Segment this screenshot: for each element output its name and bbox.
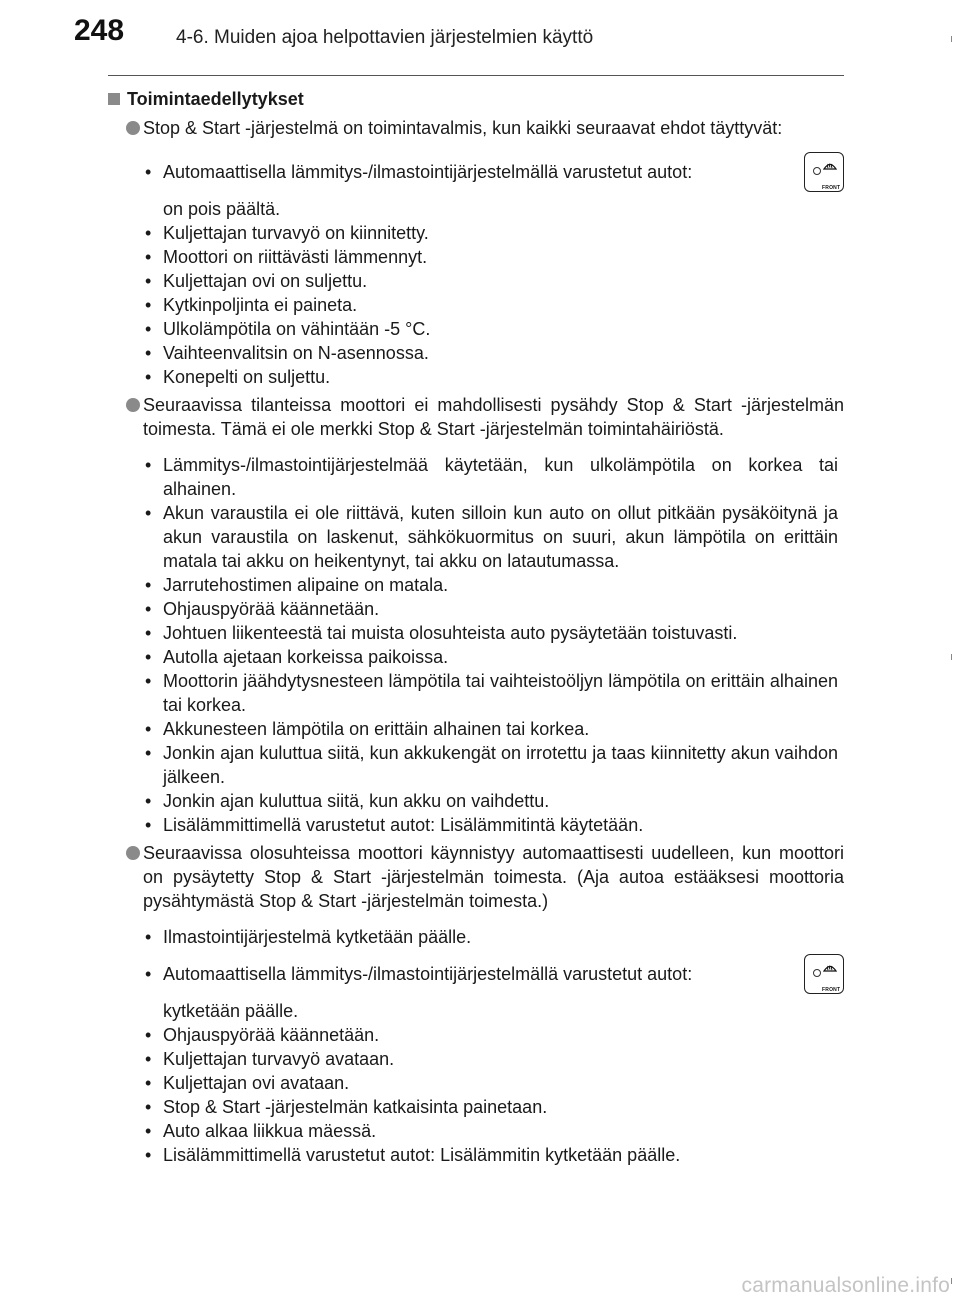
front-defroster-button-icon: [804, 152, 844, 192]
bullet-dot: •: [145, 964, 152, 984]
no-stop-list: [108, 453, 844, 837]
button-label: FRONT: [822, 185, 841, 191]
list-item-continuation: kytketään päälle.: [163, 1001, 299, 1021]
paragraph-restart: [108, 841, 844, 913]
crop-mark: [951, 1278, 952, 1284]
list-item: • Auto alkaa liikkua mäessä.: [145, 1121, 377, 1141]
front-defroster-button-icon: [804, 954, 844, 994]
button-label: FRONT: [822, 987, 841, 993]
chapter-title: 4-6. Muiden ajoa helpottavien järjestelmien käyttö: [176, 27, 594, 48]
paragraph-conditions: [108, 116, 844, 140]
conditions-list: [108, 147, 844, 389]
list-item: • Lämmitys-/ilmastointijärjestelmää käytetään, kun ulkolämpötila on korkea tai alhainen.: [145, 455, 838, 499]
list-item: • Moottori on riittävästi lämmennyt.: [145, 247, 428, 267]
circle-bullet-icon: [126, 121, 140, 135]
list-item-text: Automaattisella lämmitys-/ilmastointijärjestelmällä varustetut autot:: [163, 162, 693, 182]
list-item: • Lisälämmittimellä varustetut autot: Lisälämmitintä käytetään.: [145, 815, 644, 835]
watermark: carmanualsonline.info: [741, 1274, 950, 1297]
list-item: • Autolla ajetaan korkeissa paikoissa.: [145, 647, 449, 667]
page-content: [108, 86, 844, 1167]
list-item: • Ulkolämpötila on vähintään -5 °C.: [145, 319, 431, 339]
list-item: • Vaihteenvalitsin on N-asennossa.: [145, 343, 429, 363]
list-item: • Akun varaustila ei ole riittävä, kuten silloin kun auto on ollut pitkään pysäköitynä ja akun varaustila on laskenut, sähkökuormitus on suuri, akun lämpötila on erittäin matala tai akku on heikentynyt, tai akku on latautumassa.: [145, 503, 838, 571]
square-bullet-icon: [108, 93, 120, 105]
paragraph-text: Stop & Start -järjestelmä on toimintavalmis, kun kaikki seuraavat ehdot täyttyvät:: [143, 118, 783, 138]
list-item: • Ilmastointijärjestelmä kytketään päälle.: [145, 927, 472, 947]
list-item-text: Automaattisella lämmitys-/ilmastointijärjestelmällä varustetut autot:: [163, 964, 693, 984]
circle-bullet-icon: [126, 398, 140, 412]
restart-list: [108, 925, 844, 1167]
list-item: • Kytkinpoljinta ei paineta.: [145, 295, 358, 315]
list-item: • Moottorin jäähdytysnesteen lämpötila tai vaihteistoöljyn lämpötila on erittäin alhainen tai korkea.: [145, 671, 838, 715]
bullet-dot: •: [145, 162, 152, 182]
page-number: 248: [74, 14, 125, 47]
circle-bullet-icon: [126, 846, 140, 860]
section-heading-text: Toimintaedellytykset: [127, 89, 304, 109]
paragraph-text: Seuraavissa olosuhteissa moottori käynnistyy automaattisesti uudelleen, kun moottori on pysäytetty Stop & Start -järjestelmän toimesta. (Aja autoa estääksesi moottoria pysähtymästä Stop & Start -järjestelmän toimesta.): [143, 843, 844, 911]
crop-mark: [951, 654, 952, 660]
paragraph-no-stop: [108, 393, 844, 441]
list-item: • Kuljettajan ovi avataan.: [145, 1073, 350, 1093]
header-divider: [108, 75, 844, 76]
list-item: • Konepelti on suljettu.: [145, 367, 331, 387]
list-item-with-icon: [143, 147, 844, 197]
list-item: • Ohjauspyörää käännetään.: [145, 1025, 380, 1045]
crop-mark: [951, 36, 952, 42]
list-item-continuation: on pois päältä.: [163, 199, 281, 219]
list-item: • Stop & Start -järjestelmän katkaisinta painetaan.: [145, 1097, 548, 1117]
paragraph-text: Seuraavissa tilanteissa moottori ei mahdollisesti pysähdy Stop & Start -järjestelmän toimesta. Tämä ei ole merkki Stop & Start -järjestelmän toimintahäiriöstä.: [143, 395, 844, 439]
section-heading: [108, 86, 844, 112]
list-item: • Jarrutehostimen alipaine on matala.: [145, 575, 449, 595]
list-item: • Ohjauspyörää käännetään.: [145, 599, 380, 619]
list-item-with-icon: [143, 949, 844, 999]
list-item: • Jonkin ajan kuluttua siitä, kun akkukengät on irrotettu ja taas kiinnitetty akun vaihdon jälkeen.: [145, 743, 838, 787]
list-item: • Kuljettajan turvavyö avataan.: [145, 1049, 395, 1069]
list-item: • Jonkin ajan kuluttua siitä, kun akku on vaihdettu.: [145, 791, 550, 811]
list-item: • Lisälämmittimellä varustetut autot: Lisälämmitin kytketään päälle.: [145, 1145, 681, 1165]
list-item: • Johtuen liikenteestä tai muista olosuhteista auto pysäytetään toistuvasti.: [145, 623, 738, 643]
list-item: • Kuljettajan turvavyö on kiinnitetty.: [145, 223, 429, 243]
list-item: • Kuljettajan ovi on suljettu.: [145, 271, 368, 291]
list-item: • Akkunesteen lämpötila on erittäin alhainen tai korkea.: [145, 719, 590, 739]
